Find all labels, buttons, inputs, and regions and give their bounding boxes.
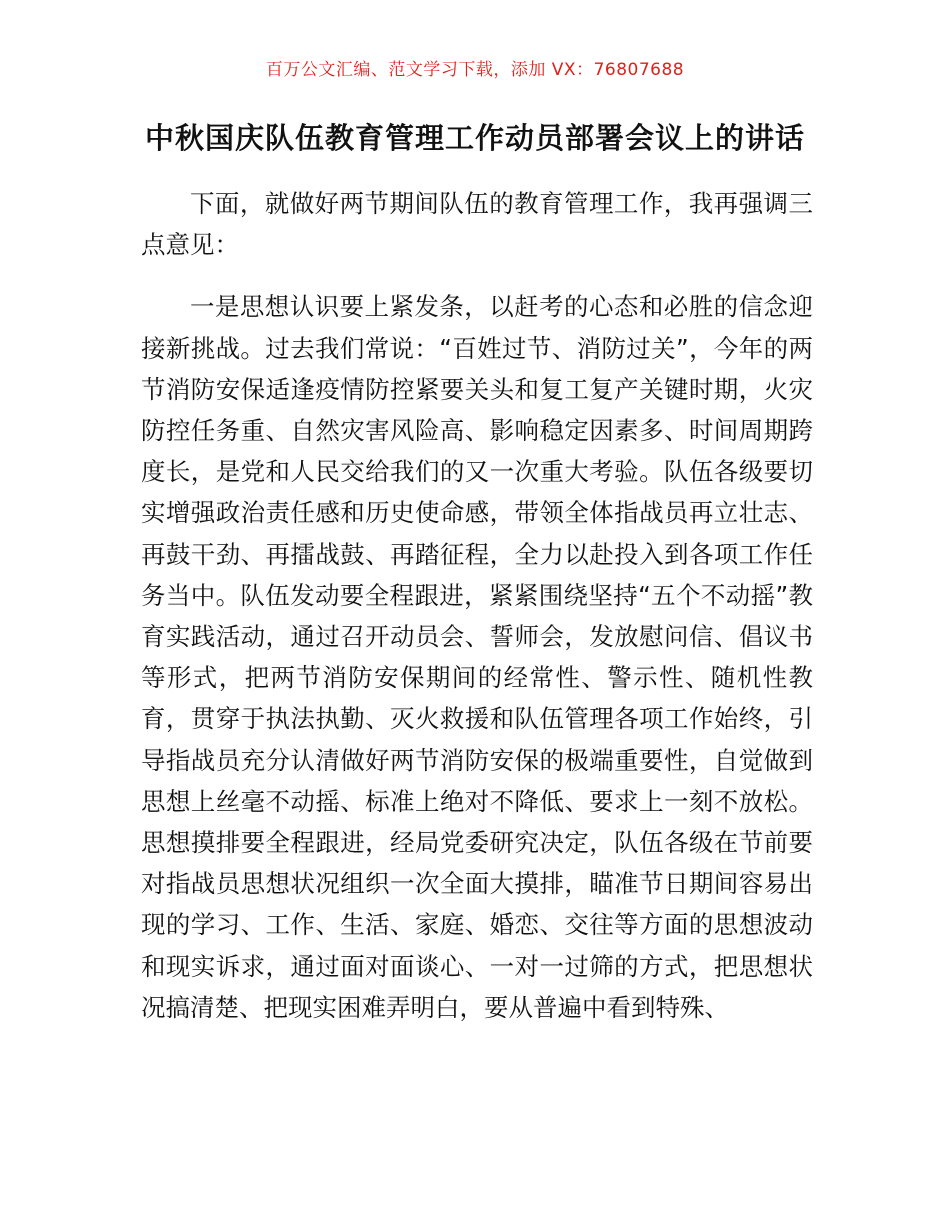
- watermark-header: 百万公文汇编、范文学习下载，添加 VX：76807688: [265, 60, 685, 80]
- page-title: 中秋国庆队伍教育管理工作动员部署会议上的讲话: [144, 121, 805, 155]
- document-body: [141, 183, 813, 1028]
- paragraph-intro: 下面，就做好两节期间队伍的教育管理工作，我再强调三点意见：: [141, 189, 813, 260]
- paragraph-point-one: 一是思想认识要上紧发条，以赶考的心态和必胜的信念迎接新挑战。过去我们常说：“百姓过节、消防过关”，今年的两节消防安保适逢疫情防控紧要关头和复工复产关键时期，火灾防控任务重、自然灾害风险高、影响稳定因素多、时间周期跨度长，是党和人民交给我们的又一次重大考验。队伍各级要切实增强政治责任感和历史使命感，带领全体指战员再立壮志、再鼓干劲、再擂战鼓、再踏征程，全力以赴投入到各项工作任务当中。队伍发动要全程跟进，紧紧围绕坚持“五个不动摇”教育实践活动，通过召开动员会、誓师会，发放慰问信、倡议书等形式，把两节消防安保期间的经常性、警示性、随机性教育，贯穿于执法执勤、灭火救援和队伍管理各项工作始终，引导指战员充分认清做好两节消防安保的极端重要性，自觉做到思想上丝毫不动摇、标准上绝对不降低、要求上一刻不放松。思想摸排要全程跟进，经局党委研究决定，队伍各级在节前要对指战员思想状况组织一次全面大摸排，瞄准节日期间容易出现的学习、工作、生活、家庭、婚恋、交往等方面的思想波动和现实诉求，通过面对面谈心、一对一过筛的方式，把思想状况搞清楚、把现实困难弄明白，要从普遍中看到特殊、: [141, 292, 813, 1022]
